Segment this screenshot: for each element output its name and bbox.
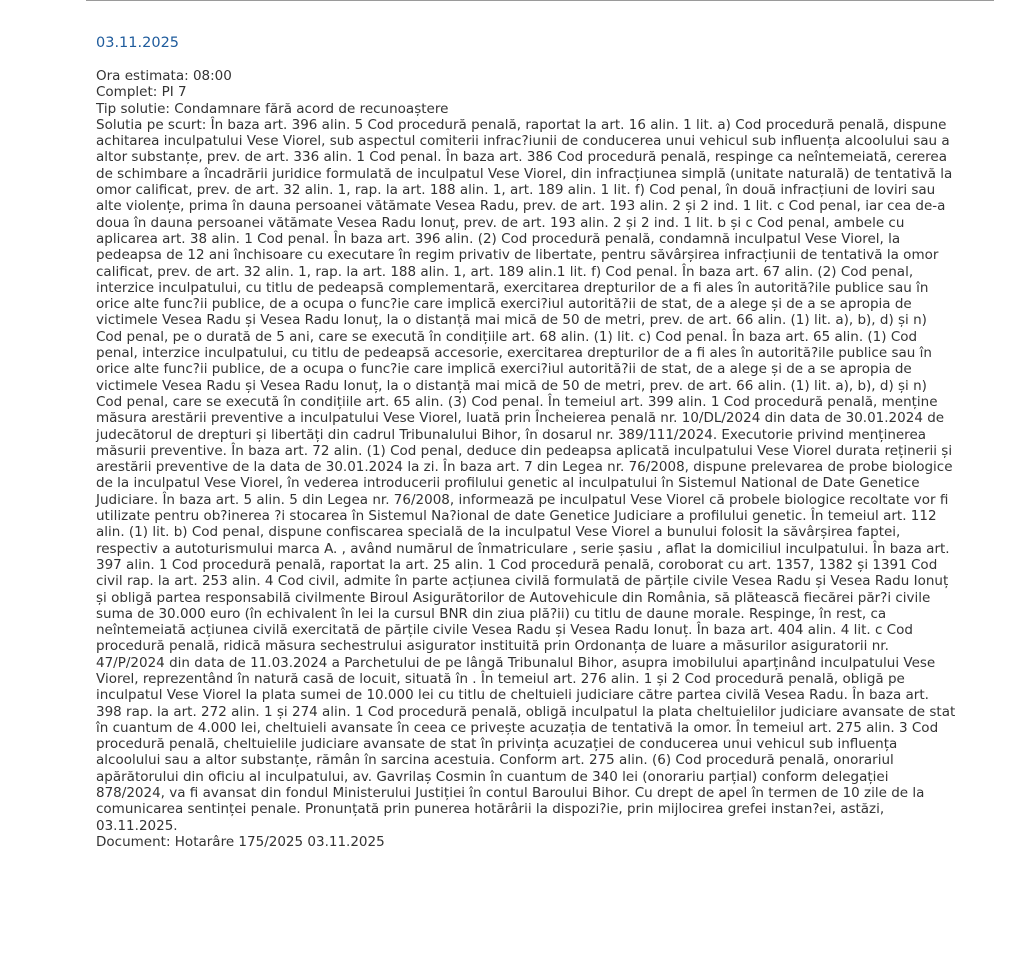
solution-summary-line: interzice inculpatului, cu titlu de pedeapsă complementară, exercitarea drepturilor de a fi ales în autorită?ile publice sau în [96, 279, 929, 296]
solution-summary-line: măsurii preventive. În baza art. 72 alin. (1) Cod penal, deduce din pedeapsa aplicată inculpatului Vese Viorel durata reținerii și [96, 442, 953, 459]
solution-summary-line: orice alte func?ii publice, de a ocupa o func?ie care implică exerci?iul autorită?ii de stat, de a alege și de a se apropia de [96, 361, 912, 378]
solution-summary-line: comunicarea sentinței penale. Pronunțată prin punerea hotărârii la dispozi?ie, prin mijlocirea grefei instan?ei, astăzi, [96, 801, 885, 818]
panel-complet: Complet: PI 7 [96, 84, 187, 101]
solution-summary-line: 397 alin. 1 Cod procedură penală, raportat la art. 25 alin. 1 Cod procedură penală, coroborat cu art. 1357, 1382 și 1391 Cod [96, 556, 938, 573]
solution-summary-line: respectiv a autoturismului marca A. , având numărul de înmatriculare , serie șasiu , aflat la domiciliul inculpatului. În baza art. [96, 540, 950, 557]
solution-summary-line: procedură penală, ridică măsura sechestrului asigurator instituită prin Ordonanța de luare a măsurilor asiguratorii nr. [96, 638, 889, 655]
solution-summary-line: omor calificat, prev. de art. 32 alin. 1, rap. la art. 188 alin. 1, art. 189 alin. 1 lit. f) Cod penal, în două infracțiuni de loviri sau [96, 182, 936, 199]
estimated-time: Ora estimata: 08:00 [96, 68, 232, 84]
solution-summary-line: aplicarea art. 38 alin. 1 Cod penal. În baza art. 396 alin. (2) Cod procedură penală, condamnă inculpatul Vese Viorel, la [96, 230, 901, 247]
solution-summary-line: suma de 30.000 euro (în echivalent în lei la cursul BNR din ziua plă?ii) cu titlu de daune morale. Respinge, în rest, ca [96, 605, 887, 622]
solution-summary-line: procedură penală, cheltuielile judiciare avansate de stat în privința acuzației de conducerea unui vehicul sub influența [96, 736, 898, 753]
solution-summary-line: victimele Vesea Radu și Vesea Radu Ionuț, la o distanță mai mică de 50 de metri, prev. de art. 66 alin. (1) lit. a), b), d) și n) [96, 377, 927, 394]
solution-summary-line: judecătorul de drepturi și libertăți din cadrul Tribunalului Bihor, în dosarul nr. 389/111/2024. Executorie privind menținerea [96, 426, 927, 443]
solution-summary-line: 47/P/2024 din data de 11.03.2024 a Parchetului de pe lângă Tribunalul Bihor, asupra imobilului aparținând inculpatului Vese [96, 654, 936, 671]
solution-type: Tip solutie: Condamnare fără acord de recunoaștere [96, 100, 449, 117]
solution-summary-line: achitarea inculpatului Vese Viorel, sub aspectul comiterii infrac?iunii de conducerea unui vehicul sub influența alcoolului sau a [96, 133, 950, 150]
solution-summary-line: apărătorului din oficiu al inculpatului, av. Gavrilaș Cosmin în cuantum de 340 lei (onorariu parțial) conform delegației [96, 768, 889, 785]
solution-summary-line: civil rap. la art. 253 alin. 4 Cod civil, admite în parte acțiunea civilă formulată de părțile civile Vesea Radu și Vesea Radu Ionuț [96, 573, 949, 590]
solution-summary-line: penal, interzice inculpatului, cu titlu de pedeapsă accesorie, exercitarea drepturilor de a fi ales în autorită?ile publice sau în [96, 345, 932, 362]
document-reference: Document: Hotarâre 175/2025 03.11.2025 [96, 833, 385, 850]
solution-summary-line: victimele Vesea Radu și Vesea Radu Ionuț, la o distanță mai mică de 50 de metri, prev. de art. 66 alin. (1) lit. a), b), d) și n) [96, 312, 927, 329]
case-solution-block [96, 68, 980, 850]
solution-summary-line: 878/2024, va fi avansat din fondul Ministerului Justiției în contul Baroului Bihor. Cu drept de apel în termen de 10 zile de la [96, 785, 925, 802]
solution-summary-line: măsura arestării preventive a inculpatului Vese Viorel, luată prin Încheierea penală nr. 10/DL/2024 din data de 30.01.2024 de [96, 410, 945, 427]
solution-summary-line: neîntemeiată acțiunea civilă exercitată de părțile civile Vesea Radu și Vesea Radu Ionuț. În baza art. 404 alin. 4 lit. c Cod [96, 622, 913, 639]
solution-summary-line: 398 rap. la art. 272 alin. 1 și 274 alin. 1 Cod procedură penală, obligă inculpatul la plata cheltuielilor judiciare avansate de stat [96, 703, 956, 720]
solution-summary-line: arestării preventive de la data de 30.01.2024 la zi. În baza art. 7 din Legea nr. 76/2008, dispune prelevarea de probe biologice [96, 459, 953, 476]
solution-summary-line: și obligă partea responsabilă civilmente Biroul Asigurătorilor de Autovehicule din România, să plătească fiecărei păr?i civile [96, 589, 931, 606]
solution-summary-line: 03.11.2025. [96, 817, 178, 834]
solution-summary-line: doua în dauna persoanei vătămate Vesea Radu Ionuț, prev. de art. 193 alin. 2 și 2 ind. 1 lit. b și c Cod penal, ambele cu [96, 214, 905, 231]
solution-summary [96, 117, 980, 834]
solution-summary-line: Cod penal, pe o durată de 5 ani, care se execută în condițiile art. 68 alin. (1) lit. c) Cod penal. În baza art. 65 alin. (1) Cod [96, 328, 918, 345]
solution-summary-line: Viorel, reprezentând în natură casă de locuit, situată în . În temeiul art. 276 alin. 1 și 2 Cod procedură penală, obligă pe [96, 670, 905, 687]
solution-summary-line: Judiciare. În baza art. 5 alin. 5 din Legea nr. 76/2008, informează pe inculpatul Vese Viorel că probele biologice recoltate vor fi [96, 491, 949, 508]
solution-summary-line: inculpatul Vese Viorel la plata sumei de 10.000 lei cu titlu de cheltuieli judiciare către partea civilă Vesea Radu. În baza art. [96, 687, 929, 704]
solution-summary-line: pedeapsa de 12 ani închisoare cu executare în regim privativ de libertate, pentru săvârșirea infracțiunii de tentativă la omor [96, 247, 939, 264]
solution-summary-line: Cod penal, care se execută în condițiile art. 65 alin. (3) Cod penal. În temeiul art. 399 alin. 1 Cod procedură penală, menține [96, 393, 938, 410]
solution-summary-line: calificat, prev. de art. 32 alin. 1, rap. la art. 188 alin. 1, art. 189 alin.1 lit. f) Cod penal. În baza art. 67 alin. (2) Cod penal, [96, 263, 914, 280]
solution-summary-line: de schimbare a încadrării juridice formulată de inculpatul Vese Viorel, din infracțiunea simplă (unitate naturală) de tentativă la [96, 165, 953, 182]
solution-summary-line: în cuantum de 4.000 lei, cheltuieli avansate în ceea ce privește acuzația de tentativă la omor. În temeiul art. 275 alin. 3 Cod [96, 719, 939, 736]
session-date-link[interactable]: 03.11.2025 [96, 35, 180, 51]
solution-summary-line: orice alte func?ii publice, de a ocupa o func?ie care implică exerci?iul autorită?ii de stat, de a alege și de a se apropia de [96, 296, 912, 313]
solution-summary-line: alte violențe, prima în dauna persoanei vătămate Vesea Radu, prev. de art. 193 alin. 2 și 2 ind. 1 lit. c Cod penal, iar cea de-a [96, 198, 946, 215]
solution-summary-line: de la inculpatul Vese Viorel, în vederea introducerii profilului genetic al inculpatului în Sistemul National de Date Genetice [96, 475, 920, 492]
top-divider [86, 0, 994, 1]
solution-summary-line: alin. (1) lit. b) Cod penal, dispune confiscarea specială de la inculpatul Vese Viorel a bunului folosit la săvârșirea faptei, [96, 524, 901, 541]
solution-summary-line: alcoolului sau a altor substanțe, rămân în sarcina acestuia. Conform art. 275 alin. (6) Cod procedură penală, onorariul [96, 752, 894, 769]
solution-summary-line: utilizate pentru ob?inerea ?i stocarea în Sistemul Na?ional de date Genetice Judiciare a profilului genetic. În temeiul art. 112 [96, 508, 937, 525]
solution-summary-line: Solutia pe scurt: În baza art. 396 alin. 5 Cod procedură penală, raportat la art. 16 alin. 1 lit. a) Cod procedură penală, dispune [96, 116, 947, 133]
solution-summary-line: altor substanțe, prev. de art. 336 alin. 1 Cod penal. În baza art. 386 Cod procedură penală, respinge ca neîntemeiată, cererea [96, 149, 947, 166]
